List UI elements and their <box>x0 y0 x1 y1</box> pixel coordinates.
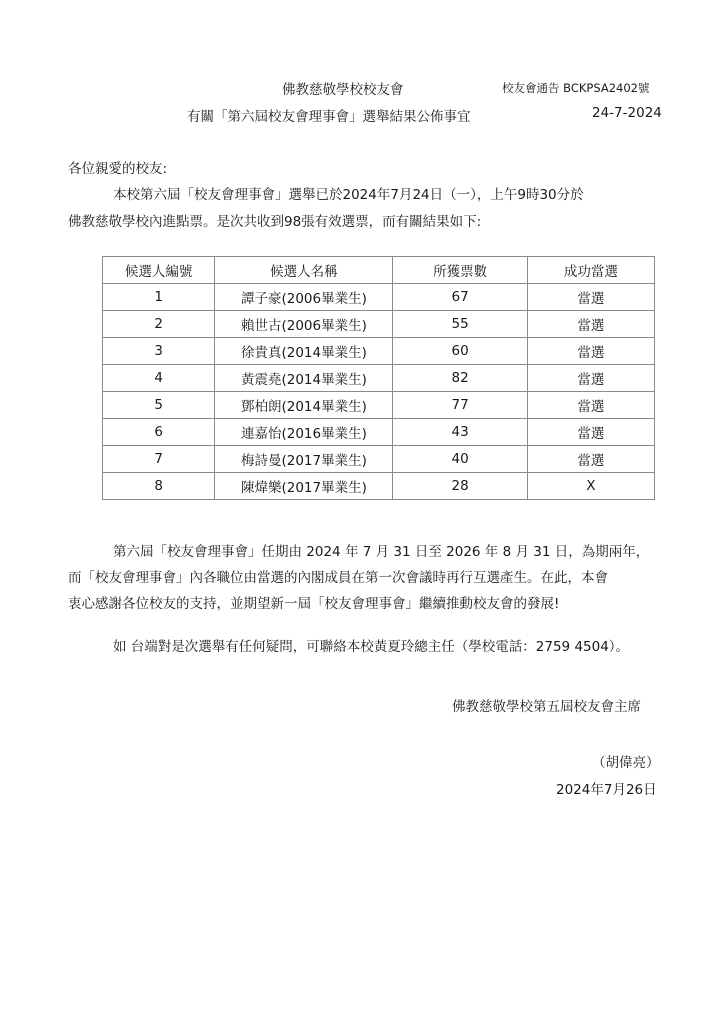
candidate-name-cell: 連嘉怡(2016畢業生) <box>215 419 393 446</box>
table-row <box>103 284 655 311</box>
term-line-3: 衷心感謝各位校友的支持，並期望新一屆「校友會理事會」繼續推動校友會的發展! <box>68 596 560 612</box>
table-row <box>103 392 655 419</box>
elected-cell: 當選 <box>527 284 654 311</box>
table-row <box>103 365 655 392</box>
candidate-no-cell: 7 <box>103 446 215 473</box>
header-candidate-no: 候選人編號 <box>103 257 215 284</box>
candidate-no-cell: 3 <box>103 338 215 365</box>
elected-cell: 當選 <box>527 392 654 419</box>
elected-cell: 當選 <box>527 446 654 473</box>
elected-cell: 當選 <box>527 365 654 392</box>
table-header-row <box>103 257 655 284</box>
results-table <box>102 256 655 500</box>
candidate-no-cell: 5 <box>103 392 215 419</box>
notice-date: 24-7-2024 <box>592 105 662 121</box>
votes-cell: 40 <box>393 446 527 473</box>
candidate-no-cell: 8 <box>103 473 215 500</box>
table-row <box>103 338 655 365</box>
term-line-1: 第六屆「校友會理事會」任期由 2024 年 7 月 31 日至 2026 年 8 月 31 日，為期兩年， <box>113 544 650 560</box>
elected-cell: 當選 <box>527 311 654 338</box>
header-elected: 成功當選 <box>527 257 654 284</box>
table-row <box>103 311 655 338</box>
header-votes: 所獲票數 <box>393 257 527 284</box>
candidate-no-cell: 6 <box>103 419 215 446</box>
intro-line-1: 本校第六屆「校友會理事會」選舉已於2024年7月24日（一），上午9時30分於 <box>113 187 584 203</box>
votes-cell: 82 <box>393 365 527 392</box>
candidate-name-cell: 梅詩曼(2017畢業生) <box>215 446 393 473</box>
votes-cell: 55 <box>393 311 527 338</box>
votes-cell: 77 <box>393 392 527 419</box>
votes-cell: 43 <box>393 419 527 446</box>
candidate-no-cell: 1 <box>103 284 215 311</box>
elected-cell: 當選 <box>527 419 654 446</box>
candidate-name-cell: 徐貴真(2014畢業生) <box>215 338 393 365</box>
contact-line: 如 台端對是次選舉有任何疑問，可聯絡本校黃夏玲總主任（學校電話：2759 4504）。 <box>113 639 630 655</box>
candidate-no-cell: 4 <box>103 365 215 392</box>
candidate-name-cell: 黃震堯(2014畢業生) <box>215 365 393 392</box>
votes-cell: 60 <box>393 338 527 365</box>
candidate-name-cell: 譚子豪(2006畢業生) <box>215 284 393 311</box>
signature-name: （胡偉亮） <box>592 755 660 771</box>
signature-date: 2024年7月26日 <box>556 782 657 798</box>
term-line-2: 而「校友會理事會」內各職位由當選的內閣成員在第一次會議時再行互選產生。在此，本會 <box>68 570 608 586</box>
elected-cell: X <box>527 473 654 500</box>
candidate-no-cell: 2 <box>103 311 215 338</box>
header-candidate-name: 候選人名稱 <box>215 257 393 284</box>
votes-cell: 67 <box>393 284 527 311</box>
table-row <box>103 446 655 473</box>
table-row <box>103 419 655 446</box>
salutation: 各位親愛的校友: <box>68 161 168 177</box>
notice-subject: 有關「第六屆校友會理事會」選舉結果公佈事宜 <box>187 109 471 125</box>
organization-name: 佛教慈敬學校校友會 <box>282 82 404 98</box>
candidate-name-cell: 鄧柏朗(2014畢業生) <box>215 392 393 419</box>
notice-number: 校友會通告 BCKPSA2402號 <box>502 81 650 95</box>
intro-line-2: 佛教慈敬學校內進點票。是次共收到98張有效選票，而有關結果如下: <box>68 214 482 230</box>
candidate-name-cell: 陳煒樂(2017畢業生) <box>215 473 393 500</box>
votes-cell: 28 <box>393 473 527 500</box>
candidate-name-cell: 賴世古(2006畢業生) <box>215 311 393 338</box>
elected-cell: 當選 <box>527 338 654 365</box>
signature-title: 佛教慈敬學校第五屆校友會主席 <box>452 699 641 715</box>
table-row <box>103 473 655 500</box>
